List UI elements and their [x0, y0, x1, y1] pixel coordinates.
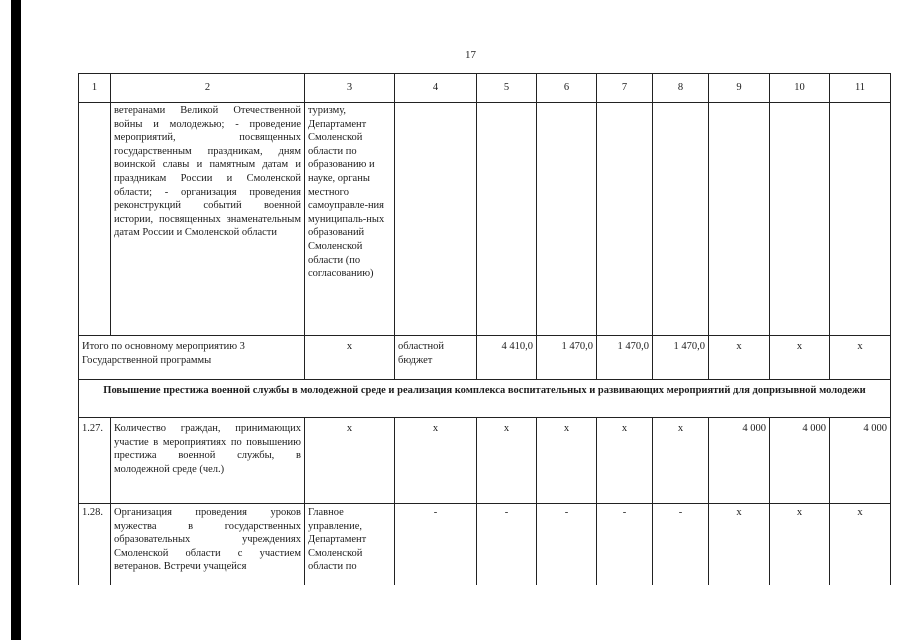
- value-cell: 4 000: [770, 418, 830, 504]
- funding-source-cell: областной бюджет: [395, 336, 477, 380]
- value-cell: x: [477, 418, 537, 504]
- value-cell: 4 000: [709, 418, 770, 504]
- header-cell: 7: [597, 74, 653, 103]
- header-cell: 3: [305, 74, 395, 103]
- row-number-cell: 1.28.: [79, 504, 111, 586]
- scan-edge-bar: [11, 0, 21, 640]
- row-number-cell: 1.27.: [79, 418, 111, 504]
- page-number: 17: [465, 49, 476, 61]
- empty-cell: [653, 103, 709, 336]
- empty-cell: [477, 103, 537, 336]
- total-amount-cell: 4 410,0: [477, 336, 537, 380]
- total-label-cell: Итого по основному мероприятию 3 Государственной программы: [79, 336, 305, 380]
- row-number-cell: [79, 103, 111, 336]
- header-cell: 1: [79, 74, 111, 103]
- value-cell: x: [395, 418, 477, 504]
- value-cell: -: [597, 504, 653, 586]
- value-cell: 4 000: [830, 418, 891, 504]
- header-cell: 9: [709, 74, 770, 103]
- value-cell: -: [477, 504, 537, 586]
- total-amount-cell: 1 470,0: [537, 336, 597, 380]
- empty-cell: [830, 103, 891, 336]
- total-row: [79, 336, 891, 380]
- executor-cell: туризму, Департамент Смоленской области по образованию и науке, органы местного самоуправле-ния муниципаль-ных образований Смоленской области (по согласованию): [305, 103, 395, 336]
- total-cell: x: [709, 336, 770, 380]
- header-cell: 10: [770, 74, 830, 103]
- empty-cell: [597, 103, 653, 336]
- value-cell: x: [537, 418, 597, 504]
- empty-cell: [709, 103, 770, 336]
- indicator-description-cell: Количество граждан, принимающих участие в мероприятиях по повышению престижа военной службы, в молодежной среде (чел.): [111, 418, 305, 504]
- activity-description-cell: Организация проведения уроков мужества в государственных образовательных учреждениях Смоленской области с участием ветеранов. Встречи учащейся: [111, 504, 305, 586]
- empty-cell: [395, 103, 477, 336]
- table-row: [79, 103, 891, 336]
- executor-cell: Главное управление, Департамент Смоленской области по: [305, 504, 395, 586]
- total-cell: x: [305, 336, 395, 380]
- value-cell: x: [830, 504, 891, 586]
- program-table: [78, 73, 891, 585]
- table-row: [79, 418, 891, 504]
- header-cell: 8: [653, 74, 709, 103]
- empty-cell: [770, 103, 830, 336]
- header-cell: 2: [111, 74, 305, 103]
- header-cell: 5: [477, 74, 537, 103]
- header-cell: 11: [830, 74, 891, 103]
- value-cell: x: [305, 418, 395, 504]
- header-cell: 6: [537, 74, 597, 103]
- empty-cell: [537, 103, 597, 336]
- value-cell: x: [597, 418, 653, 504]
- total-amount-cell: 1 470,0: [653, 336, 709, 380]
- section-title: Повышение престижа военной службы в молодежной среде и реализация комплекса воспитательных и развивающих мероприятий для допризывной молодежи: [79, 380, 891, 418]
- column-number-row: [79, 74, 891, 103]
- total-cell: x: [770, 336, 830, 380]
- header-cell: 4: [395, 74, 477, 103]
- value-cell: -: [537, 504, 597, 586]
- value-cell: x: [653, 418, 709, 504]
- total-amount-cell: 1 470,0: [597, 336, 653, 380]
- value-cell: x: [709, 504, 770, 586]
- value-cell: -: [395, 504, 477, 586]
- table-row: [79, 504, 891, 586]
- section-heading-row: [79, 380, 891, 418]
- activity-description-cell: ветеранами Великой Отечественной войны и молодежью; - проведение мероприятий, посвященных государственным праздникам, дням воинской славы и памятным датам и праздникам России и Смоленской области; - организация проведения реконструкций событий военной истории, посвященных знаменательным датам России и Смоленской области: [111, 103, 305, 336]
- total-cell: x: [830, 336, 891, 380]
- value-cell: x: [770, 504, 830, 586]
- value-cell: -: [653, 504, 709, 586]
